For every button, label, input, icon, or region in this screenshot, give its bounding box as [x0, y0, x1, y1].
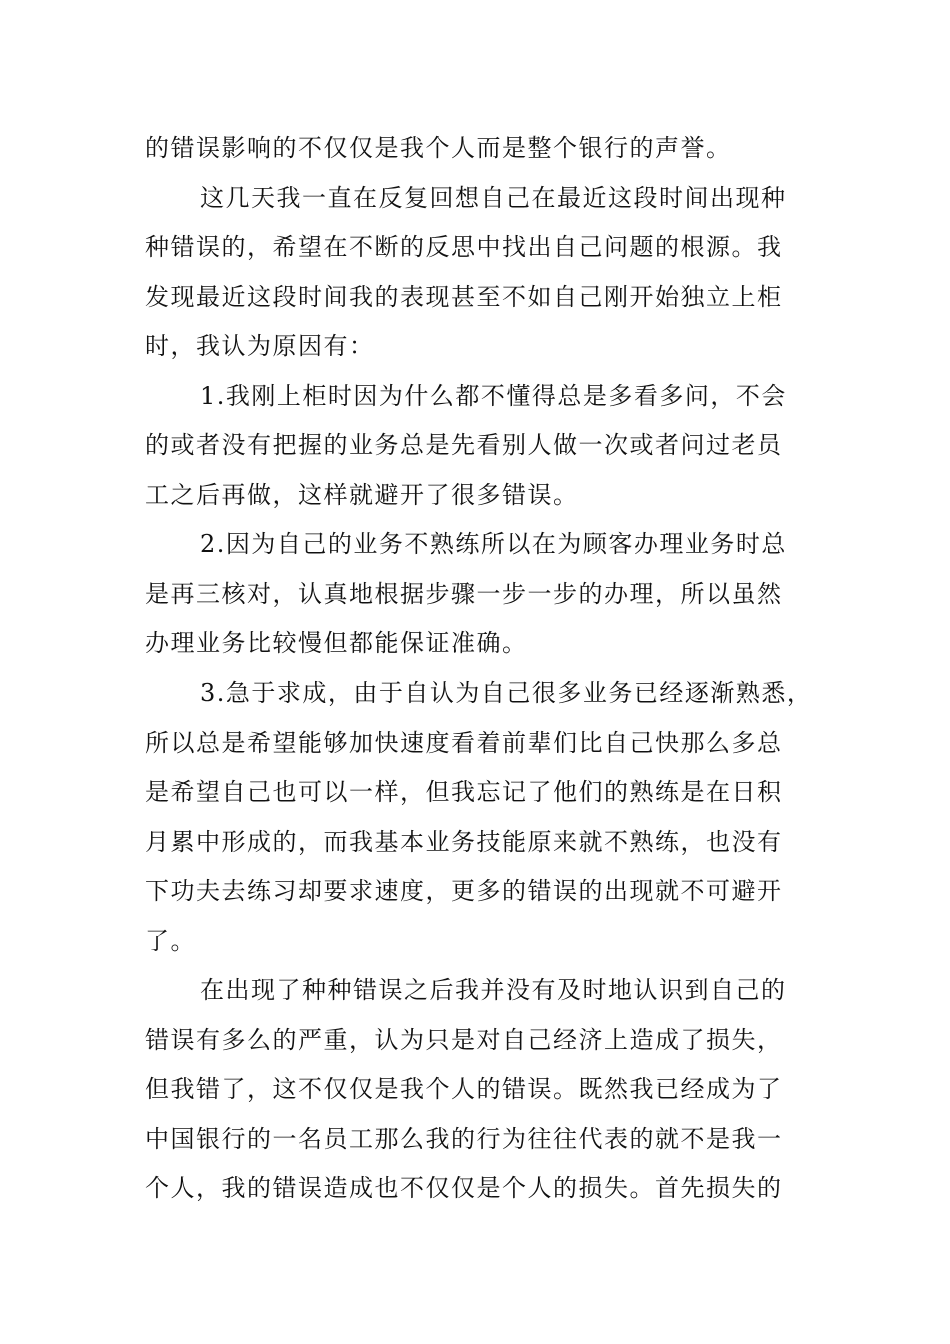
- text-line: 但我错了，这不仅仅是我个人的错误。既然我已经成为了: [145, 1075, 783, 1104]
- text-line: 个人，我的错误造成也不仅仅是个人的损失。首先损失的: [145, 1174, 783, 1203]
- text-line: 办理业务比较慢但都能保证准确。: [145, 629, 528, 658]
- text-line: 中国银行的一名员工那么我的行为往往代表的就不是我一: [145, 1124, 783, 1153]
- text-line: 在出现了种种错误之后我并没有及时地认识到自己的: [200, 976, 787, 1005]
- text-line: 种错误的，希望在不断的反思中找出自己问题的根源。我: [145, 233, 783, 262]
- text-line: 月累中形成的，而我基本业务技能原来就不熟练，也没有: [145, 827, 783, 856]
- text-line: 3.急于求成，由于自认为自己很多业务已经逐渐熟悉，: [200, 679, 813, 708]
- text-line: 所以总是希望能够加快速度看着前辈们比自己快那么多总: [145, 728, 783, 757]
- document-body: [145, 124, 825, 1214]
- text-line: 2.因为自己的业务不熟练所以在为顾客办理业务时总: [200, 530, 787, 559]
- text-line: 下功夫去练习却要求速度，更多的错误的出现就不可避开: [145, 877, 783, 906]
- text-line: 这几天我一直在反复回想自己在最近这段时间出现种: [200, 183, 787, 212]
- text-line: 发现最近这段时间我的表现甚至不如自己刚开始独立上柜: [145, 282, 783, 311]
- text-line: 工之后再做，这样就避开了很多错误。: [145, 480, 579, 509]
- text-line: 的或者没有把握的业务总是先看别人做一次或者问过老员: [145, 431, 783, 460]
- text-line: 时，我认为原因有：: [145, 332, 375, 361]
- text-line: 的错误影响的不仅仅是我个人而是整个银行的声誉。: [145, 134, 732, 162]
- text-line: 了。: [145, 926, 196, 955]
- text-line: 1.我刚上柜时因为什么都不懂得总是多看多问，不会: [200, 381, 787, 410]
- text-line: 错误有多么的严重，认为只是对自己经济上造成了损失，: [145, 1025, 783, 1054]
- text-line: 是希望自己也可以一样，但我忘记了他们的熟练是在日积: [145, 778, 783, 807]
- text-line: 是再三核对，认真地根据步骤一步一步的办理，所以虽然: [145, 579, 783, 608]
